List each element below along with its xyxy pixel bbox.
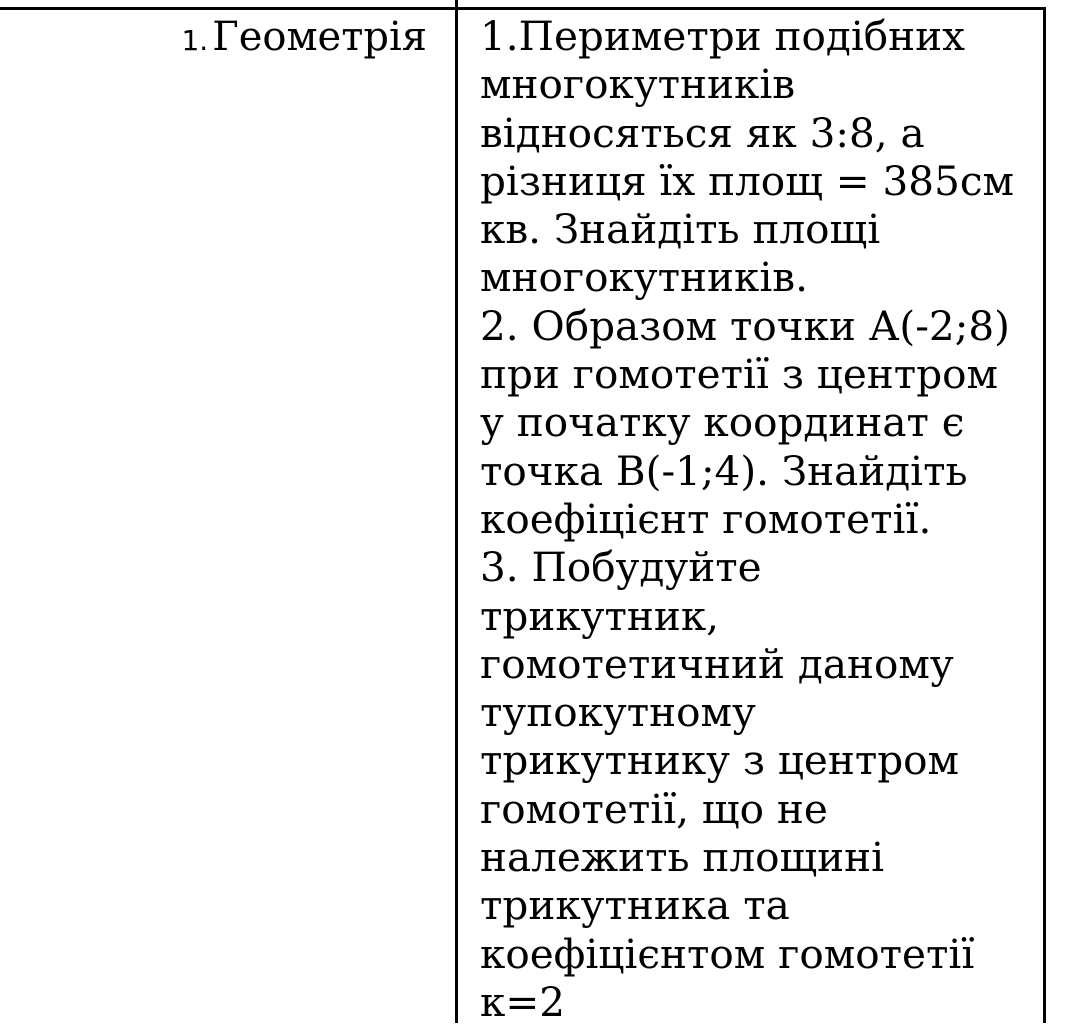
table-row xyxy=(0,8,1046,1026)
task-text-line: многокутників. xyxy=(480,253,808,302)
subject-cell xyxy=(0,8,455,1023)
task-text-line: при гомотетії з центром xyxy=(480,350,999,399)
task-text-line: трикутник, xyxy=(480,591,720,640)
task-text-line: належить площині xyxy=(480,833,885,882)
task-text-line: гомотетії, що не xyxy=(480,784,828,833)
task-text-line: кв. Знайдіть площі xyxy=(480,205,881,254)
task-text-line: тупокутному xyxy=(480,688,756,737)
task-cell xyxy=(480,12,1040,1026)
task-text-line: різниця їх площ = 385см xyxy=(480,156,1015,205)
task-text-line: гомотетичний даному xyxy=(480,639,954,688)
task-text-line: к=2 xyxy=(480,977,566,1026)
column-separator xyxy=(455,8,458,1023)
table-right-border xyxy=(1043,8,1046,1023)
subject-number: 1. xyxy=(181,24,209,57)
task-text-line: трикутника та xyxy=(480,881,790,930)
task-text-line: коефіцієнтом гомотетії xyxy=(480,929,975,978)
task-text-line: точка В(-1;4). Знайдіть xyxy=(480,446,968,495)
task-text-line: трикутнику з центром xyxy=(480,736,960,785)
task-text-line: 3. Побудуйте xyxy=(480,543,762,592)
task-text-line: коефіцієнт гомотетії. xyxy=(480,494,932,543)
task-text-line: 2. Образом точки А(-2;8) xyxy=(480,301,1010,350)
subject-name: Геометрія xyxy=(212,14,427,60)
task-text-line: 1.Периметри подібних xyxy=(480,12,965,60)
task-text-line: у початку координат є xyxy=(480,398,965,447)
subject-label xyxy=(181,14,427,60)
task-text-line: відносяться як 3:8, а xyxy=(480,108,925,157)
task-text-line: многокутників xyxy=(480,60,796,109)
